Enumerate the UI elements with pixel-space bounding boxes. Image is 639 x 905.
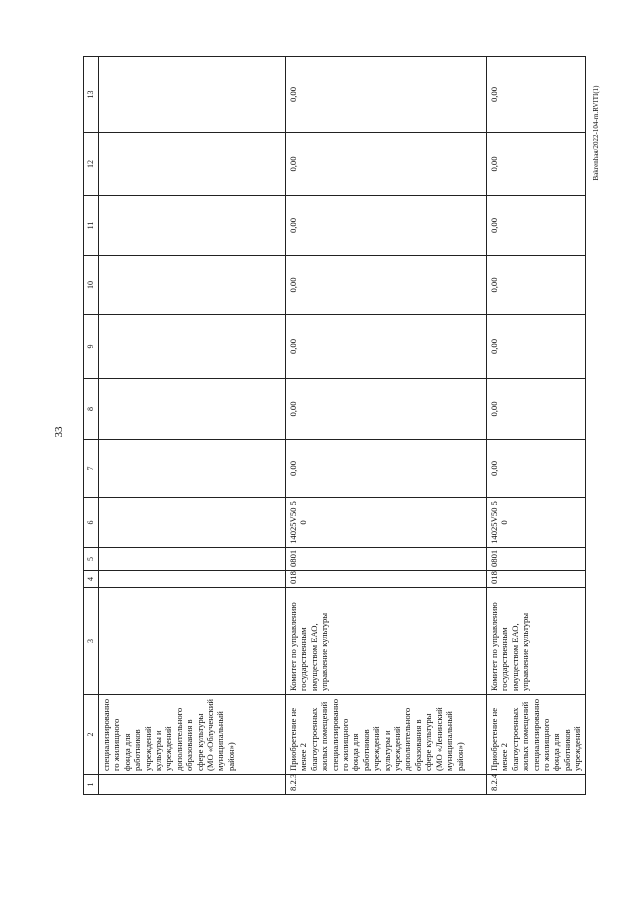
cell-value: 0,00 [286,315,487,379]
cell-value: 0,00 [286,256,487,315]
table-row [286,57,487,795]
cell-section: 0801 [487,548,586,571]
cell-target-article: 14025V50 50 [286,498,487,548]
cell-section [99,548,286,571]
row-code: 8.2.3 [286,775,487,795]
header-cell: 9 [84,315,99,379]
header-cell: 5 [84,548,99,571]
cell-value [99,379,286,440]
cell-value: 0,00 [487,133,586,196]
cell-value: 0,00 [487,57,586,133]
page-number: 33 [53,426,65,438]
header-cell: 11 [84,196,99,256]
header-cell: 12 [84,133,99,196]
header-cell: 3 [84,588,99,695]
cell-value: 0,00 [286,196,487,256]
header-cell: 2 [84,695,99,775]
header-cell: 13 [84,57,99,133]
cell-value [99,133,286,196]
row-executor: Комитет по управлению государственным имуществом ЕАО, управление культуры [487,588,586,695]
table-row [99,57,286,795]
row-name: специализированно го жилищного фонда для работников учреждений культуры и учреждений дополнительного образования в сфере культуры (МО «Облученский муниципальный район») [99,695,286,775]
cell-section: 0801 [286,548,487,571]
cell-value [99,315,286,379]
cell-value [99,57,286,133]
header-cell: 4 [84,571,99,588]
cell-grbs [99,571,286,588]
header-cell: 7 [84,440,99,498]
cell-grbs: 018 [286,571,487,588]
cell-value [99,440,286,498]
table-row [487,57,586,795]
row-code [99,775,286,795]
cell-target-article: 14025V50 50 [487,498,586,548]
cell-value: 0,00 [286,440,487,498]
cell-value: 0,00 [487,440,586,498]
header-cell: 10 [84,256,99,315]
row-executor: Комитет по управлению государственным имуществом ЕАО, управление культуры [286,588,487,695]
cell-value: 0,00 [487,379,586,440]
document-stamp: Bakrenhaя/2022-104-rn.RVITI(1) [592,85,600,181]
header-cell: 8 [84,379,99,440]
header-cell: 1 [84,775,99,795]
cell-value: 0,00 [487,256,586,315]
cell-value [99,196,286,256]
row-code: 8.2.4 [487,775,586,795]
header-cell: 6 [84,498,99,548]
cell-value: 0,00 [487,196,586,256]
cell-value [99,256,286,315]
header-row [84,57,99,795]
budget-table [83,56,586,795]
row-name: Приобретение не менее 2 благоустроенных жилых помещений специализированно го жилищного фонда для работников учреждений [487,695,586,775]
cell-value: 0,00 [487,315,586,379]
cell-value: 0,00 [286,379,487,440]
cell-target-article [99,498,286,548]
cell-value: 0,00 [286,133,487,196]
cell-grbs: 018 [487,571,586,588]
row-executor [99,588,286,695]
cell-value: 0,00 [286,57,487,133]
rotated-table-container [83,57,583,795]
row-name: Приобретение не менее 2 благоустроенных жилых помещений специализированно го жилищного фонда для работников учреждений культуры и учреждений дополнительного образования в сфере культуры (МО «Ленинский муниципальный район») [286,695,487,775]
